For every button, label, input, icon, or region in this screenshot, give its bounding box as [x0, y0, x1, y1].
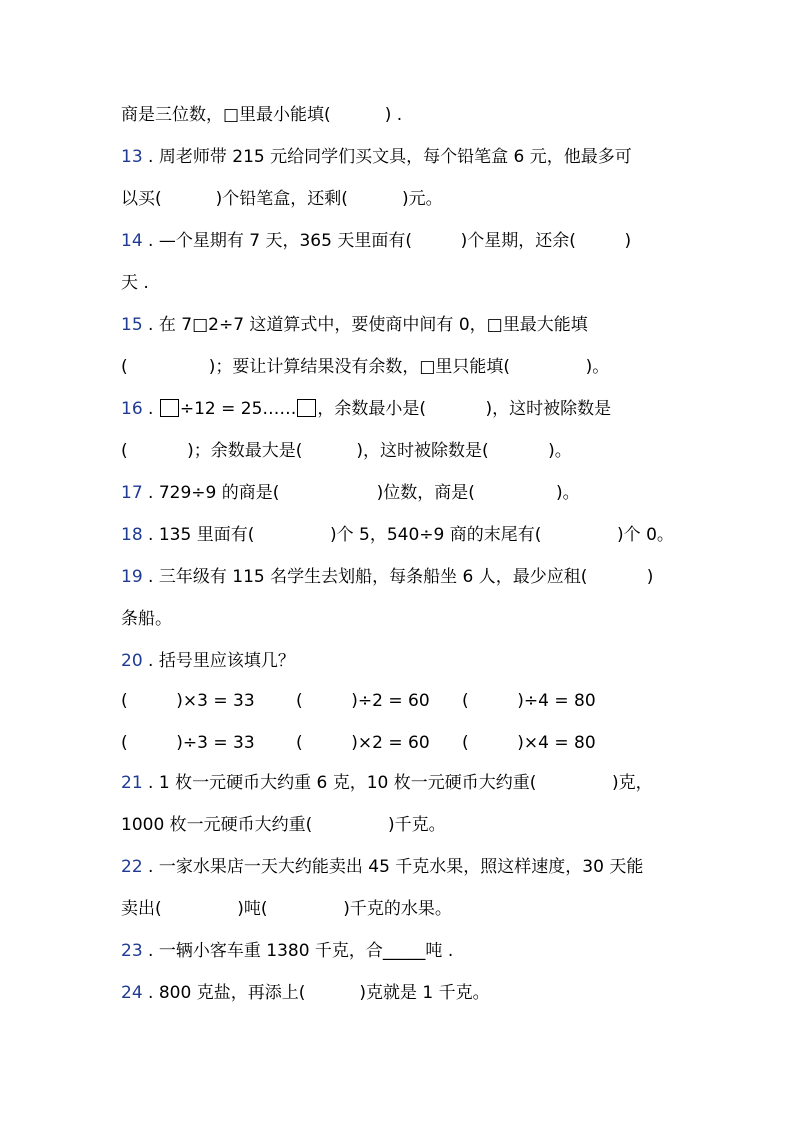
- line-text: .: [142, 399, 159, 419]
- question-13: [121, 146, 632, 168]
- q20-row2-col1: ( )÷3 = 33: [121, 733, 255, 753]
- line-text: . 135 里面有( )个 5，540÷9 商的末尾有( )个 0。: [142, 525, 674, 545]
- question-18: [121, 524, 674, 546]
- question-16: [121, 398, 611, 420]
- question-number: 17: [121, 483, 143, 503]
- question-number: 23: [121, 941, 143, 961]
- line-text: . 一辆小客车重 1380 千克，合_____吨 .: [142, 941, 454, 961]
- line-text: 以买( )个铅笔盒，还剩( )元。: [121, 189, 443, 209]
- question-23: [121, 940, 453, 962]
- line-text: ÷12 = 25……: [179, 399, 297, 419]
- line-text: . 周老师带 215 元给同学们买文具，每个铅笔盒 6 元，他最多可: [142, 147, 632, 167]
- blank-box: [297, 399, 316, 417]
- q20-row1-col3: ( )÷4 = 80: [462, 691, 596, 711]
- question-number: 19: [121, 567, 143, 587]
- line-text: . 800 克盐，再添上( )克就是 1 千克。: [142, 983, 490, 1003]
- line-text: . 括号里应该填几？: [142, 651, 295, 671]
- question-21: [121, 772, 653, 794]
- question-16-line-2: [121, 440, 572, 462]
- line-text: ( )；余数最大是( )，这时被除数是( )。: [121, 441, 572, 461]
- q20-row2-col3: ( )×4 = 80: [462, 733, 596, 753]
- question-number: 22: [121, 857, 143, 877]
- line-text: . 在 7□2÷7 这道算式中，要使商中间有 0，□里最大能填: [142, 315, 588, 335]
- question-number: 21: [121, 773, 143, 793]
- question-number: 13: [121, 147, 143, 167]
- line-text: ，余数最小是( )，这时被除数是: [317, 399, 612, 419]
- question-17: [121, 482, 580, 504]
- line-text: . 1 枚一元硬币大约重 6 克，10 枚一元硬币大约重( )克，: [142, 773, 653, 793]
- question-number: 14: [121, 231, 143, 251]
- question-20: [121, 650, 295, 672]
- line-text: . 一家水果店一天大约能卖出 45 千克水果，照这样速度，30 天能: [142, 857, 644, 877]
- line-text: 卖出( )吨( )千克的水果。: [121, 899, 452, 919]
- question-13-line-2: [121, 188, 443, 210]
- line-text: . 729÷9 的商是( )位数，商是( )。: [142, 483, 580, 503]
- q12-continuation: [121, 104, 402, 126]
- question-number: 16: [121, 399, 143, 419]
- question-15: [121, 314, 588, 336]
- line-text: 商是三位数，□里最小能填( ) .: [121, 105, 403, 125]
- line-text: 1000 枚一元硬币大约重( )千克。: [121, 815, 446, 835]
- q20-row1-col1: ( )×3 = 33: [121, 691, 255, 711]
- question-22-line-2: [121, 898, 452, 920]
- question-15-line-2: [121, 356, 609, 378]
- question-14: [121, 230, 631, 252]
- question-24: [121, 982, 490, 1004]
- q20-row2-col2: ( )×2 = 60: [296, 733, 430, 753]
- line-text: 条船。: [121, 609, 172, 629]
- question-number: 24: [121, 983, 143, 1003]
- question-14-line-2: [121, 272, 149, 294]
- question-19-line-2: [121, 608, 172, 630]
- q20-row1-col2: ( )÷2 = 60: [296, 691, 430, 711]
- question-21-line-2: [121, 814, 446, 836]
- question-19: [121, 566, 653, 588]
- line-text: . 三年级有 115 名学生去划船，每条船坐 6 人，最少应租( ): [142, 567, 654, 587]
- question-22: [121, 856, 643, 878]
- question-number: 15: [121, 315, 143, 335]
- question-number: 18: [121, 525, 143, 545]
- blank-box: [160, 399, 179, 417]
- line-text: . —个星期有 7 天，365 天里面有( )个星期，还余( ): [142, 231, 632, 251]
- line-text: ( )；要让计算结果没有余数，□里只能填( )。: [121, 357, 610, 377]
- line-text: 天 .: [121, 273, 149, 293]
- question-number: 20: [121, 651, 143, 671]
